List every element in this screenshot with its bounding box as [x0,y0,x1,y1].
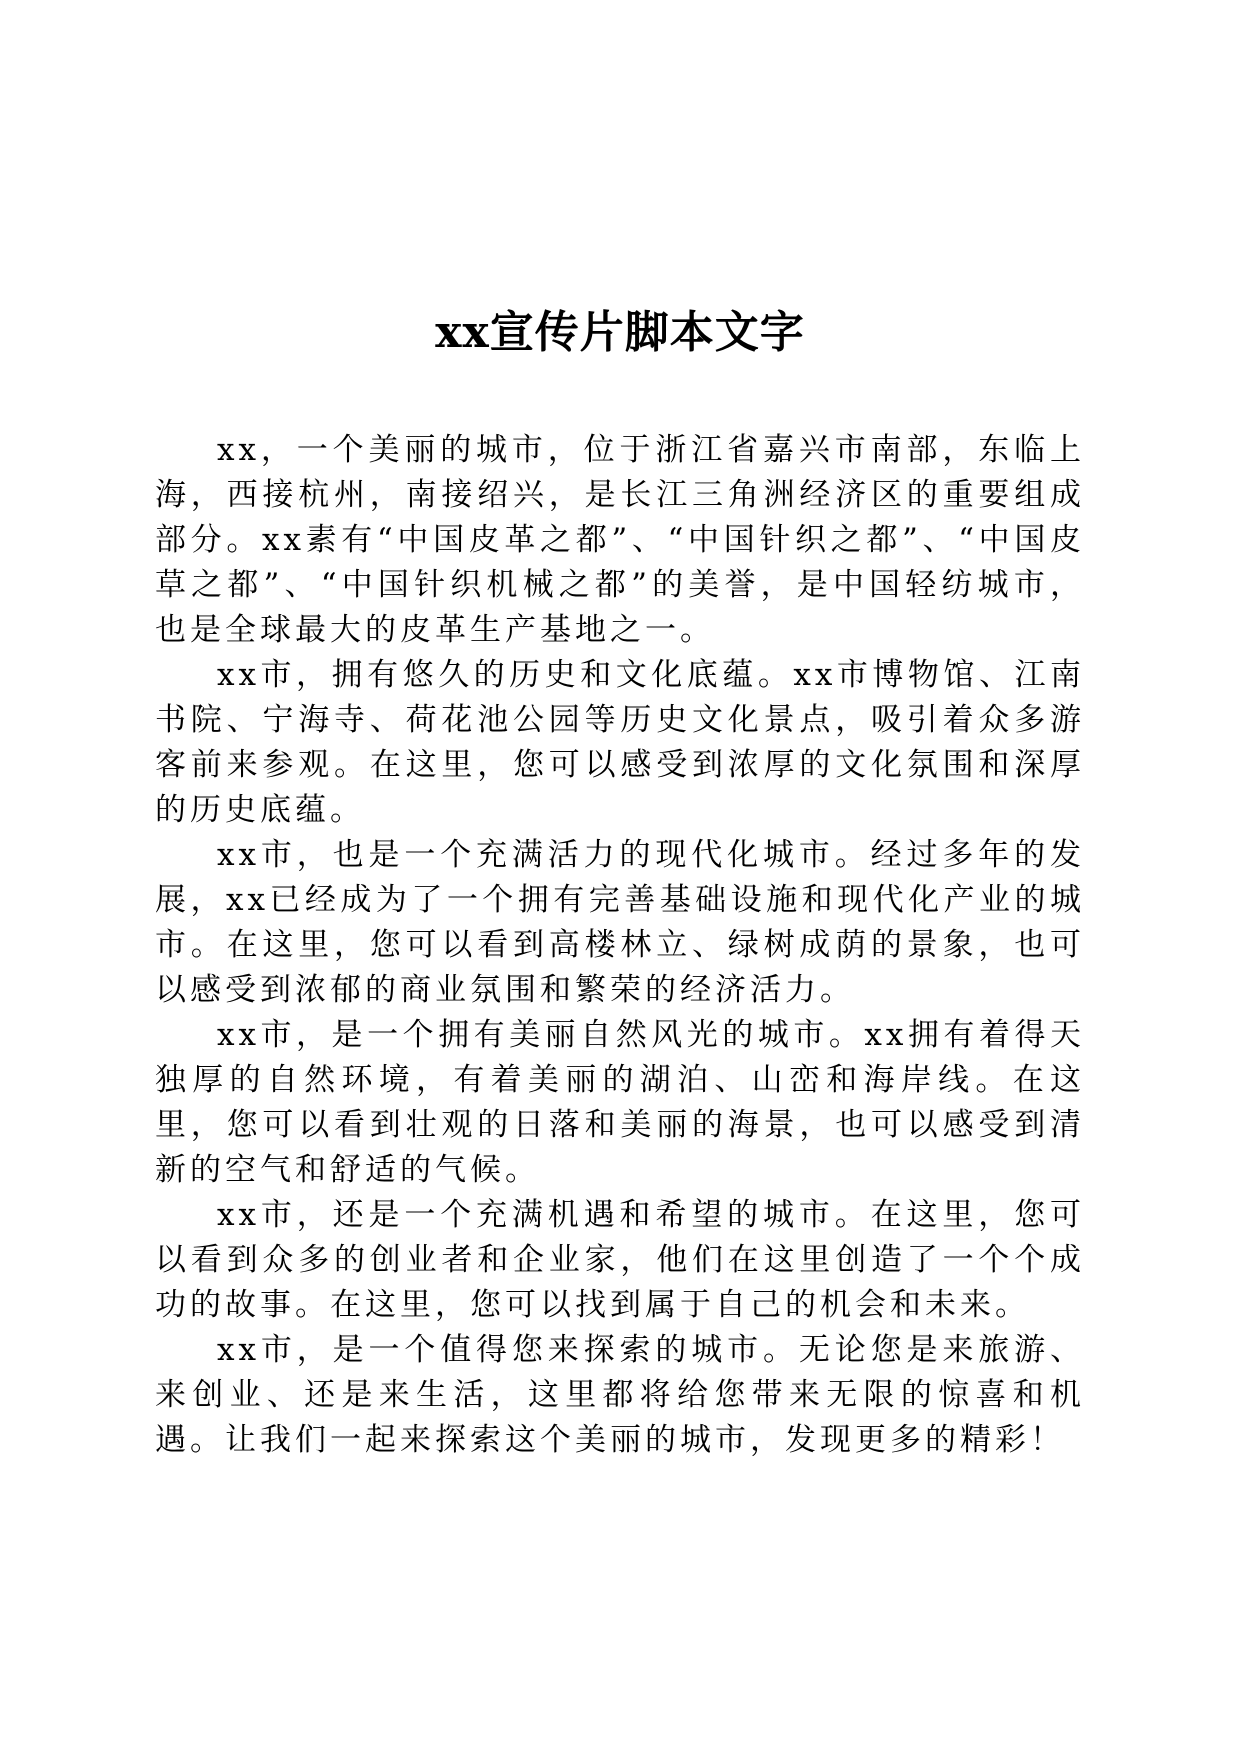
paragraph-opportunity: xx市，还是一个充满机遇和希望的城市。在这里，您可以看到众多的创业者和企业家，他们在这里创造了一个个成功的故事。在这里，您可以找到属于自己的机会和未来。 [155,1197,1085,1323]
document-title: xx宣传片脚本文字 [435,307,805,358]
paragraph-nature: xx市，是一个拥有美丽自然风光的城市。xx拥有着得天独厚的自然环境，有着美丽的湖泊、山峦和海岸线。在这里，您可以看到壮观的日落和美丽的海景，也可以感受到清新的空气和舒适的气候。 [155,1017,1085,1188]
paragraph-modern: xx市，也是一个充满活力的现代化城市。经过多年的发展，xx已经成为了一个拥有完善基础设施和现代化产业的城市。在这里，您可以看到高楼林立、绿树成荫的景象，也可以感受到浓郁的商业氛围和繁荣的经济活力。 [155,837,1085,1008]
document-body [155,428,1085,1463]
paragraph-history: xx市，拥有悠久的历史和文化底蕴。xx市博物馆、江南书院、宁海寺、荷花池公园等历史文化景点，吸引着众多游客前来参观。在这里，您可以感受到浓厚的文化氛围和深厚的历史底蕴。 [155,657,1085,828]
paragraph-closing: xx市，是一个值得您来探索的城市。无论您是来旅游、来创业、还是来生活，这里都将给您带来无限的惊喜和机遇。让我们一起来探索这个美丽的城市，发现更多的精彩！ [155,1332,1085,1458]
paragraph-intro: xx，一个美丽的城市，位于浙江省嘉兴市南部，东临上海，西接杭州，南接绍兴，是长江三角洲经济区的重要组成部分。xx素有“中国皮革之都”、“中国针织之都”、“中国皮草之都”、“中国针织机械之都”的美誉，是中国轻纺城市，也是全球最大的皮革生产基地之一。 [155,432,1085,648]
